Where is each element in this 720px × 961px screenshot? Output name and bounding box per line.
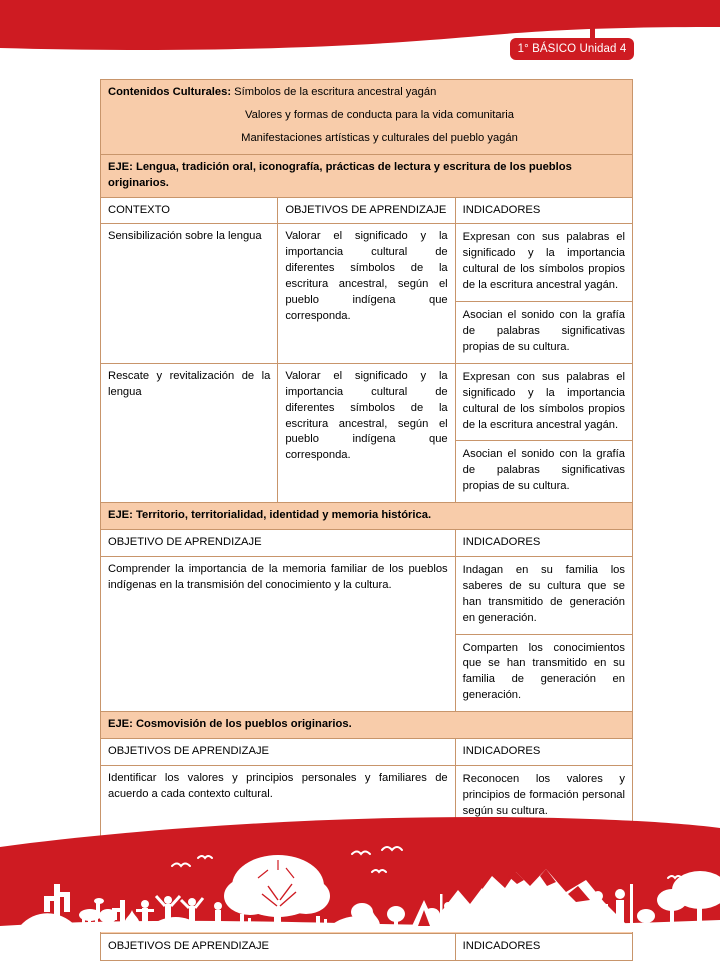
eje-row-territorio xyxy=(101,503,633,530)
cell-objetivo-cosmovision: Identificar los valores y principios personales y familiares de acuerdo a cada contexto cultural. xyxy=(101,766,456,907)
cell-contexto-2: Rescate y revitalización de la lengua xyxy=(101,363,278,502)
indicator-1-1: Expresan con sus palabras el significado y la importancia cultural de los símbolos propios de la escritura ancestral yagán. xyxy=(456,224,632,301)
list-item xyxy=(456,557,632,634)
eje-row-lengua xyxy=(101,154,633,197)
column-header-row-3 xyxy=(101,739,633,766)
indicator-list-2 xyxy=(456,364,632,502)
indicator-1-2: Asocian el sonido con la grafía de palabras significativas propias de su cultura. xyxy=(456,302,632,363)
column-header-row-4 xyxy=(101,933,633,960)
indicator-list-3 xyxy=(456,557,632,711)
list-item xyxy=(456,634,632,711)
indicator-2-2: Asocian el sonido con la grafía de palabras significativas propias de su cultura. xyxy=(456,441,632,502)
col-header-indicadores-4: INDICADORES xyxy=(455,933,632,960)
contenidos-culturales-line-3: Manifestaciones artísticas y culturales del pueblo yagán xyxy=(241,131,518,144)
col-header-indicadores-2: INDICADORES xyxy=(455,530,632,557)
col-header-objetivo-2: OBJETIVO DE APRENDIZAJE xyxy=(101,530,456,557)
cell-contexto-1: Sensibilización sobre la lengua xyxy=(101,224,278,363)
footer-landscape-illustration xyxy=(0,814,720,932)
contenidos-culturales-value-1: Símbolos de la escritura ancestral yagán xyxy=(231,86,437,98)
cell-indicadores-1 xyxy=(455,224,632,363)
cell-objetivo-1: Valorar el significado y la importancia cultural de diferentes símbolos de la escritura ancestral, según el pueblo indígena que corresponda. xyxy=(278,224,455,363)
col-header-contexto: CONTEXTO xyxy=(101,197,278,224)
col-header-objetivos-1: OBJETIVOS DE APRENDIZAJE xyxy=(278,197,455,224)
list-item xyxy=(456,441,632,502)
cell-indicadores-2 xyxy=(455,363,632,502)
cell-objetivo-territorio: Comprender la importancia de la memoria familiar de los pueblos indígenas en la transmisión del conocimiento y la cultura. xyxy=(101,556,456,711)
col-header-indicadores-1: INDICADORES xyxy=(455,197,632,224)
indicator-3-1: Indagan en su familia los saberes de su cultura que se han transmitido de generación en generación. xyxy=(456,557,632,634)
eje-title-cosmovision: EJE: Cosmovisión de los pueblos originarios. xyxy=(101,712,633,739)
contenidos-culturales-line-1 xyxy=(108,85,625,101)
table-row xyxy=(101,556,633,711)
cell-indicadores-territorio xyxy=(455,556,632,711)
eje-title-lengua: EJE: Lengua, tradición oral, iconografía, prácticas de lectura y escritura de los pueblos originarios. xyxy=(101,154,633,197)
indicator-list-1 xyxy=(456,224,632,362)
column-header-row-2 xyxy=(101,530,633,557)
contenidos-culturales-row xyxy=(101,80,633,155)
column-header-row-1 xyxy=(101,197,633,224)
list-item xyxy=(456,224,632,301)
table-row xyxy=(101,224,633,363)
footer-artwork-shape xyxy=(0,814,720,932)
col-header-objetivos-3: OBJETIVOS DE APRENDIZAJE xyxy=(101,739,456,766)
eje-row-cosmovision xyxy=(101,712,633,739)
cell-objetivo-2: Valorar el significado y la importancia cultural de diferentes símbolos de la escritura ancestral, según el pueblo indígena que corresponda. xyxy=(278,363,455,502)
grade-unit-badge: 1° BÁSICO Unidad 4 xyxy=(510,38,634,60)
contenidos-culturales-line-2: Valores y formas de conducta para la vida comunitaria xyxy=(244,108,515,121)
table-row xyxy=(101,363,633,502)
list-item xyxy=(456,302,632,363)
col-header-indicadores-3: INDICADORES xyxy=(455,739,632,766)
col-header-objetivos-4: OBJETIVOS DE APRENDIZAJE xyxy=(101,933,456,960)
indicator-3-2: Comparten los conocimientos que se han transmitido en su familia de generación en generación. xyxy=(456,634,632,711)
eje-title-territorio: EJE: Territorio, territorialidad, identidad y memoria histórica. xyxy=(101,503,633,530)
contenidos-culturales-cell xyxy=(101,80,633,155)
contenidos-culturales-label: Contenidos Culturales: xyxy=(108,86,232,98)
indicator-4-1: Reconocen los valores y principios de formación personal según su cultura. xyxy=(456,766,632,827)
indicator-2-1: Expresan con sus palabras el significado y la importancia cultural de los símbolos propios de la escritura ancestral yagán. xyxy=(456,364,632,441)
list-item xyxy=(456,364,632,441)
